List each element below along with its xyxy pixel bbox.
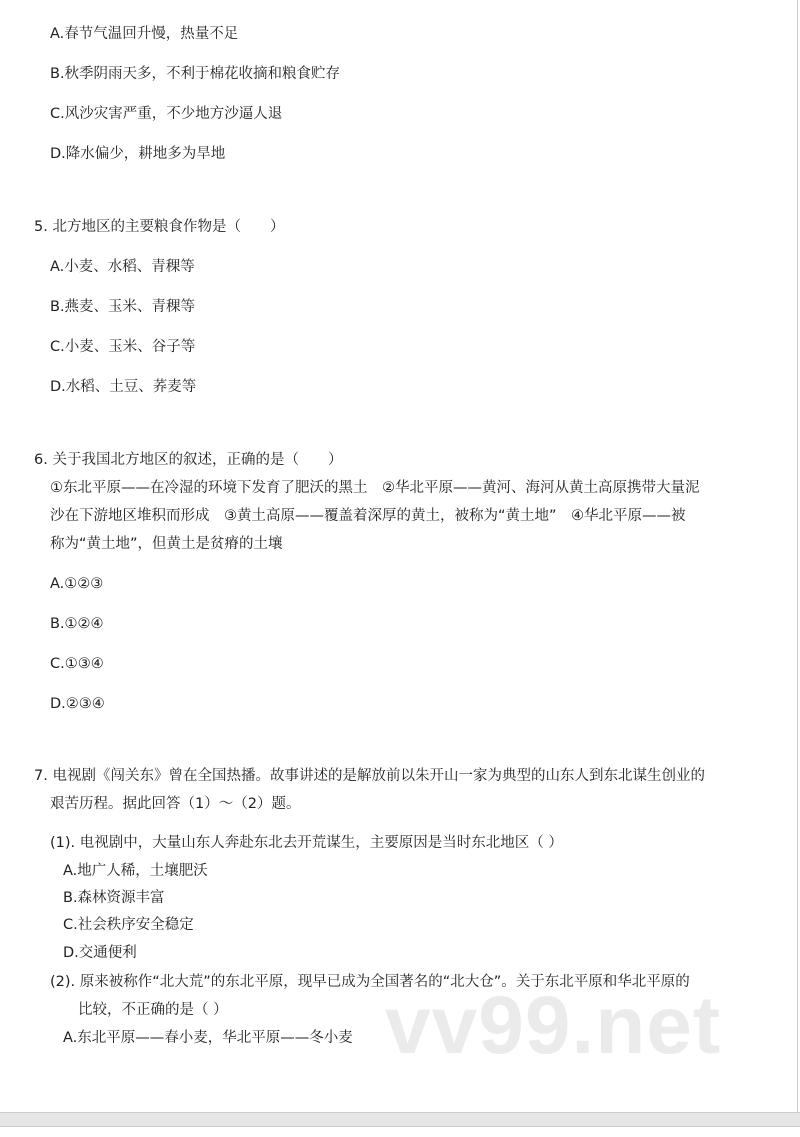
q7-sub2-stem: (2). 原来被称作“北大荒”的东北平原，现早已成为全国著名的“北大仓”。关于东北平原和华北平原的 — [50, 974, 690, 990]
q5-option-c: C.小麦、玉米、谷子等 — [50, 339, 196, 355]
q6-body-line: ①东北平原——在冷湿的环境下发育了肥沃的黑土 ②华北平原——黄河、海河从黄土高原携带大量泥 — [50, 480, 700, 496]
q6-body-line: 称为“黄土地”，但黄土是贫瘠的土壤 — [50, 536, 283, 552]
q7-sub1-option-a: A.地广人稀，土壤肥沃 — [63, 863, 208, 879]
q6-option-c: C.①③④ — [50, 656, 104, 672]
q5-option-b: B.燕麦、玉米、青稞等 — [50, 299, 196, 315]
q7-stem-cont: 艰苦历程。据此回答（1）～（2）题。 — [50, 796, 301, 812]
q6-option-a: A.①②③ — [50, 576, 104, 592]
watermark: vv99.net — [385, 980, 722, 1071]
q4-option-c: C.风沙灾害严重，不少地方沙逼人退 — [50, 106, 283, 122]
q4-option-b: B.秋季阴雨天多，不利于棉花收摘和粮食贮存 — [50, 66, 341, 82]
q6-option-d: D.②③④ — [50, 696, 105, 712]
q4-option-d: D.降水偏少，耕地多为旱地 — [50, 146, 226, 162]
q5-option-a: A.小麦、水稻、青稞等 — [50, 259, 195, 275]
q4-option-a: A.春节气温回升慢，热量不足 — [50, 26, 239, 42]
q6-stem: 6. 关于我国北方地区的叙述，正确的是（ ） — [34, 452, 343, 468]
q6-option-b: B.①②④ — [50, 616, 104, 632]
q5-stem: 5. 北方地区的主要粮食作物是（ ） — [34, 219, 285, 235]
q7-sub1-option-b: B.森林资源丰富 — [63, 890, 165, 906]
q5-option-d: D.水稻、土豆、荞麦等 — [50, 379, 197, 395]
q7-sub2-stem-cont: 比较，不正确的是（ ） — [78, 1002, 228, 1018]
q7-sub1-option-c: C.社会秩序安全稳定 — [63, 917, 194, 933]
page-separator — [0, 1112, 800, 1127]
page-border — [797, 0, 798, 1112]
q6-body-line: 沙在下游地区堆积而形成 ③黄土高原——覆盖着深厚的黄土，被称为“黄土地” ④华北平原——被 — [50, 508, 686, 524]
q7-sub2-option-a: A.东北平原——春小麦，华北平原——冬小麦 — [63, 1030, 353, 1046]
q7-sub1-option-d: D.交通便利 — [63, 945, 137, 961]
q7-stem: 7. 电视剧《闯关东》曾在全国热播。故事讲述的是解放前以朱开山一家为典型的山东人到东北谋生创业的 — [34, 768, 705, 784]
q7-sub1-stem: (1). 电视剧中，大量山东人奔赴东北去开荒谋生，主要原因是当时东北地区（ ） — [50, 835, 563, 851]
